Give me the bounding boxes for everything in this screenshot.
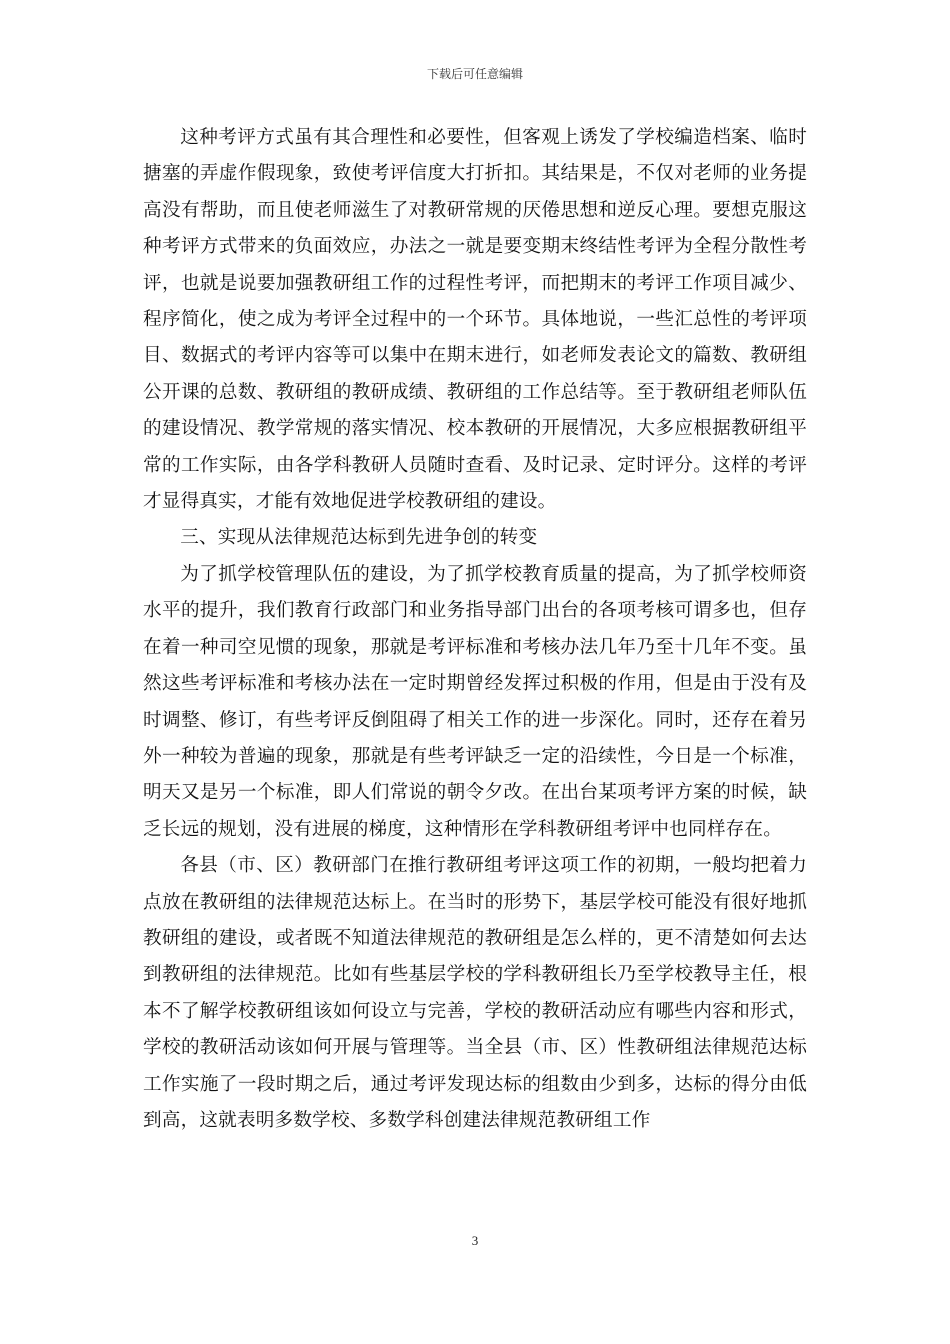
page-header-note: 下载后可任意编辑 xyxy=(426,67,523,81)
paragraph-evaluation-method: 这种考评方式虽有其合理性和必要性，但客观上诱发了学校编造档案、临时搪塞的弄虚作假现象，致使考评信度大打折扣。其结果是，不仅对老师的业务提高没有帮助，而且使老师滋生了对教研常规的厌倦思想和逆反心理。要想克服这种考评方式带来的负面效应，办法之一就是要变期末终结性考评为全程分散性考评，也就是说要加强教研组工作的过程性考评，而把期末的考评工作项目减少、程序简化，使之成为考评全过程中的一个环节。具体地说，一些汇总性的考评项目、数据式的考评内容等可以集中在期末进行，如老师发表论文的篇数、教研组公开课的总数、教研组的教研成绩、教研组的工作总结等。至于教研组老师队伍的建设情况、教学常规的落实情况、校本教研的开展情况，大多应根据教研组平常的工作实际，由各学科教研人员随时查看、及时记录、定时评分。这样的考评才显得真实，才能有效地促进学校教研组的建设。 xyxy=(143,127,807,513)
paragraph-evaluation-standards: 为了抓学校管理队伍的建设，为了抓学校教育质量的提高，为了抓学校师资水平的提升，我们教育行政部门和业务指导部门出台的各项考核可谓多也，但存在着一种司空见惯的现象，那就是考评标准和考核办法几年乃至十几年不变。虽然这些考评标准和考核办法在一定时期曾经发挥过积极的作用，但是由于没有及时调整、修订，有些考评反倒阻碍了相关工作的进一步深化。同时，还存在着另外一种较为普遍的现象，那就是有些考评缺乏一定的沿续性，今日是一个标准，明天又是另一个标准，即人们常说的朝令夕改。在出台某项考评方案的时候，缺乏长远的规划，没有进展的梯度，这种情形在学科教研组考评中也同样存在。 xyxy=(143,563,807,840)
document-body xyxy=(143,120,807,1139)
paragraph-county-research: 各县（市、区）教研部门在推行教研组考评这项工作的初期，一般均把着力点放在教研组的法律规范达标上。在当时的形势下，基层学校可能没有很好地抓教研组的建设，或者既不知道法律规范的教研组是怎么样的，更不清楚如何去达到教研组的法律规范。比如有些基层学校的学科教研组长乃至学校教导主任，根本不了解学校教研组该如何设立与完善，学校的教研活动应有哪些内容和形式，学校的教研活动该如何开展与管理等。当全县（市、区）性教研组法律规范达标工作实施了一段时期之后，通过考评发现达标的组数由少到多，达标的得分由低到高，这就表明多数学校、多数学科创建法律规范教研组工作 xyxy=(143,855,807,1131)
section-heading-3: 三、实现从法律规范达标到先进争创的转变 xyxy=(180,527,538,549)
page-number: 3 xyxy=(471,1233,479,1248)
